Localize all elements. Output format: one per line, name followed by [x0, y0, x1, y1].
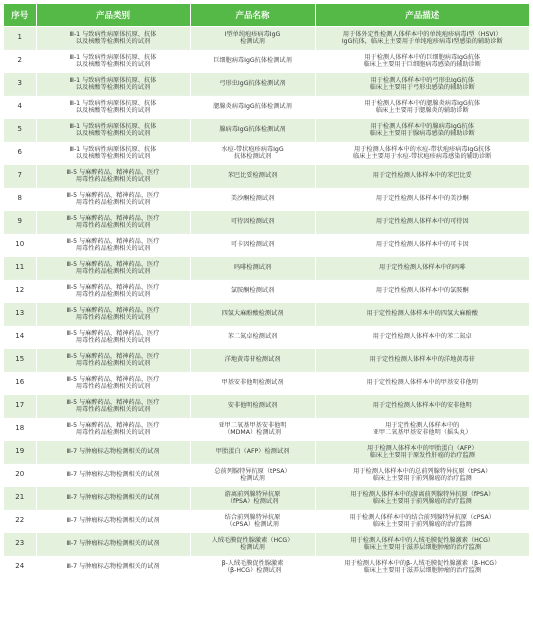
- cell-category: Ⅲ-7 与肿瘤标志物检测相关的试剂: [36, 464, 190, 487]
- cell-no: 18: [4, 418, 36, 441]
- cell-description: 用于检测人体样本中的腮腺炎病毒IgG抗体 临床上主要用于腮腺炎的辅助诊断: [315, 96, 529, 119]
- table-row: [4, 234, 529, 257]
- table-row: [4, 464, 529, 487]
- table-header-row: [4, 4, 529, 27]
- cell-category: Ⅲ-5 与麻醉药品、精神药品、医疗 用毒性药品检测相关的试剂: [36, 165, 190, 188]
- table-row: [4, 556, 529, 579]
- cell-category: Ⅲ-1 与致病性病原体抗原、抗体 以及核酸等检测相关的试剂: [36, 96, 190, 119]
- table-row: [4, 27, 529, 50]
- cell-description: 用于定性检测人体样本中的四氢大麻酚酸: [315, 303, 529, 326]
- table-row: [4, 165, 529, 188]
- cell-category: Ⅲ-7 与肿瘤标志物检测相关的试剂: [36, 487, 190, 510]
- table-row: [4, 418, 529, 441]
- cell-no: 1: [4, 27, 36, 50]
- header-category: 产品类别: [36, 4, 190, 27]
- cell-category: Ⅲ-7 与肿瘤标志物检测相关的试剂: [36, 510, 190, 533]
- cell-no: 9: [4, 211, 36, 234]
- header-description: 产品描述: [315, 4, 529, 27]
- cell-name: 人绒毛膜促性腺激素（HCG） 检测试剂: [190, 533, 315, 556]
- cell-no: 3: [4, 73, 36, 96]
- table-row: [4, 533, 529, 556]
- cell-category: Ⅲ-5 与麻醉药品、精神药品、医疗 用毒性药品检测相关的试剂: [36, 211, 190, 234]
- cell-name: 甲胎蛋白（AFP）检测试剂: [190, 441, 315, 464]
- cell-category: Ⅲ-5 与麻醉药品、精神药品、医疗 用毒性药品检测相关的试剂: [36, 418, 190, 441]
- table-row: [4, 50, 529, 73]
- cell-no: 20: [4, 464, 36, 487]
- table-row: [4, 372, 529, 395]
- table-row: [4, 73, 529, 96]
- cell-category: Ⅲ-5 与麻醉药品、精神药品、医疗 用毒性药品检测相关的试剂: [36, 349, 190, 372]
- cell-description: 用于定性检测人体样本中的可卡因: [315, 234, 529, 257]
- cell-category: Ⅲ-5 与麻醉药品、精神药品、医疗 用毒性药品检测相关的试剂: [36, 303, 190, 326]
- cell-name: 结合前列腺特异抗原 （cPSA）检测试剂: [190, 510, 315, 533]
- cell-description: 用于检测人体样本中的巨细胞病毒IgG抗体 临床上主要用于巨细胞病毒感染的辅助诊断: [315, 50, 529, 73]
- cell-name: 苯二氮卓检测试剂: [190, 326, 315, 349]
- table-row: [4, 257, 529, 280]
- cell-no: 15: [4, 349, 36, 372]
- product-table: [4, 4, 529, 578]
- cell-description: 用于检测人体样本中的β-人绒毛膜促性腺激素（β-HCG） 临床上主要用于滋养层细胞肿瘤的治疗监测: [315, 556, 529, 579]
- cell-no: 6: [4, 142, 36, 165]
- cell-name: 巨细胞病毒IgG抗体检测试剂: [190, 50, 315, 73]
- cell-category: Ⅲ-5 与麻醉药品、精神药品、医疗 用毒性药品检测相关的试剂: [36, 372, 190, 395]
- cell-no: 12: [4, 280, 36, 303]
- cell-no: 21: [4, 487, 36, 510]
- cell-name: 氯胺酮检测试剂: [190, 280, 315, 303]
- cell-no: 23: [4, 533, 36, 556]
- cell-category: Ⅲ-1 与致病性病原体抗原、抗体 以及核酸等检测相关的试剂: [36, 50, 190, 73]
- cell-description: 用于定性检测人体样本中的甲基安非他明: [315, 372, 529, 395]
- cell-name: Ⅰ型单纯疱疹病毒IgG 检测试剂: [190, 27, 315, 50]
- cell-description: 用于检测人体样本中的游离前列腺特异抗原（fPSA） 临床上主要用于前列腺癌的治疗监测: [315, 487, 529, 510]
- cell-description: 用于体外定性检测人体样本中的单纯疱疹病毒Ⅰ型（HSVⅠ） IgG抗体，临床上主要用于单纯疱疹病毒Ⅰ型感染的辅助诊断: [315, 27, 529, 50]
- cell-description: 用于定性检测人体样本中的氯胺酮: [315, 280, 529, 303]
- cell-no: 14: [4, 326, 36, 349]
- cell-no: 22: [4, 510, 36, 533]
- cell-description: 用于定性检测人体样本中的吗啡: [315, 257, 529, 280]
- cell-name: 腺病毒IgG抗体检测试剂: [190, 119, 315, 142]
- cell-description: 用于定性检测人体样本中的苯巴比妥: [315, 165, 529, 188]
- cell-name: 腮腺炎病毒IgG抗体检测试剂: [190, 96, 315, 119]
- cell-name: 甲基安非他明检测试剂: [190, 372, 315, 395]
- cell-description: 用于检测人体样本中的结合前列腺特异抗原（cPSA） 临床上主要用于前列腺癌的治疗监测: [315, 510, 529, 533]
- cell-description: 用于定性检测人体样本中的 亚甲二氧基甲基安非他明（摇头丸）: [315, 418, 529, 441]
- cell-category: Ⅲ-5 与麻醉药品、精神药品、医疗 用毒性药品检测相关的试剂: [36, 234, 190, 257]
- table-row: [4, 211, 529, 234]
- cell-no: 24: [4, 556, 36, 579]
- table-row: [4, 349, 529, 372]
- table-row: [4, 326, 529, 349]
- header-no: 序号: [4, 4, 36, 27]
- cell-no: 16: [4, 372, 36, 395]
- cell-category: Ⅲ-7 与肿瘤标志物检测相关的试剂: [36, 533, 190, 556]
- table-row: [4, 188, 529, 211]
- cell-description: 用于定性检测人体样本中的苯二氮卓: [315, 326, 529, 349]
- cell-name: 游离前列腺特异抗原 （fPSA）检测试剂: [190, 487, 315, 510]
- cell-category: Ⅲ-5 与麻醉药品、精神药品、医疗 用毒性药品检测相关的试剂: [36, 280, 190, 303]
- table-body: [4, 27, 529, 579]
- cell-name: 可卡因检测试剂: [190, 234, 315, 257]
- cell-name: 苯巴比妥检测试剂: [190, 165, 315, 188]
- cell-name: 四氢大麻酚酸检测试剂: [190, 303, 315, 326]
- cell-description: 用于检测人体样本中的腺病毒IgG抗体 临床上主要用于腺病毒感染的辅助诊断: [315, 119, 529, 142]
- cell-no: 5: [4, 119, 36, 142]
- cell-no: 10: [4, 234, 36, 257]
- cell-category: Ⅲ-5 与麻醉药品、精神药品、医疗 用毒性药品检测相关的试剂: [36, 188, 190, 211]
- cell-no: 13: [4, 303, 36, 326]
- cell-category: Ⅲ-1 与致病性病原体抗原、抗体 以及核酸等检测相关的试剂: [36, 73, 190, 96]
- cell-category: Ⅲ-7 与肿瘤标志物检测相关的试剂: [36, 441, 190, 464]
- cell-description: 用于检测人体样本中的人绒毛膜促性腺激素（HCG） 临床上主要用于滋养层细胞肿瘤的治疗监测: [315, 533, 529, 556]
- cell-name: 水痘-带状疱疹病毒IgG 抗体检测试剂: [190, 142, 315, 165]
- cell-description: 用于定性检测人体样本中的安非他明: [315, 395, 529, 418]
- cell-category: Ⅲ-1 与致病性病原体抗原、抗体 以及核酸等检测相关的试剂: [36, 119, 190, 142]
- cell-no: 7: [4, 165, 36, 188]
- cell-category: Ⅲ-7 与肿瘤标志物检测相关的试剂: [36, 556, 190, 579]
- table-row: [4, 510, 529, 533]
- cell-name: 洋地黄毒苷检测试剂: [190, 349, 315, 372]
- table-row: [4, 119, 529, 142]
- table-row: [4, 96, 529, 119]
- table-row: [4, 441, 529, 464]
- cell-category: Ⅲ-5 与麻醉药品、精神药品、医疗 用毒性药品检测相关的试剂: [36, 395, 190, 418]
- cell-name: β-人绒毛膜促性腺激素 （β-HCG）检测试剂: [190, 556, 315, 579]
- cell-name: 总前列腺特异抗原（tPSA） 检测试剂: [190, 464, 315, 487]
- cell-no: 19: [4, 441, 36, 464]
- table-row: [4, 280, 529, 303]
- cell-no: 2: [4, 50, 36, 73]
- cell-name: 美沙酮检测试剂: [190, 188, 315, 211]
- cell-no: 8: [4, 188, 36, 211]
- cell-description: 用于检测人体样本中的水痘-带状疱疹病毒IgG抗体 临床上主要用于水痘-带状疱疹病毒感染的辅助诊断: [315, 142, 529, 165]
- cell-category: Ⅲ-1 与致病性病原体抗原、抗体 以及核酸等检测相关的试剂: [36, 27, 190, 50]
- cell-no: 4: [4, 96, 36, 119]
- cell-name: 安非他明检测试剂: [190, 395, 315, 418]
- cell-category: Ⅲ-5 与麻醉药品、精神药品、医疗 用毒性药品检测相关的试剂: [36, 257, 190, 280]
- cell-category: Ⅲ-5 与麻醉药品、精神药品、医疗 用毒性药品检测相关的试剂: [36, 326, 190, 349]
- table-row: [4, 487, 529, 510]
- cell-name: 亚甲二氧基甲基安非他明 （MDMA）检测试剂: [190, 418, 315, 441]
- header-name: 产品名称: [190, 4, 315, 27]
- cell-name: 吗啡检测试剂: [190, 257, 315, 280]
- table-row: [4, 303, 529, 326]
- table-row: [4, 142, 529, 165]
- cell-description: 用于定性检测人体样本中的洋地黄毒苷: [315, 349, 529, 372]
- cell-description: 用于定性检测人体样本中的美沙酮: [315, 188, 529, 211]
- cell-no: 17: [4, 395, 36, 418]
- table-row: [4, 395, 529, 418]
- cell-description: 用于检测人体样本中的弓形虫IgG抗体 临床上主要用于弓形虫感染的辅助诊断: [315, 73, 529, 96]
- cell-description: 用于定性检测人体样本中的可待因: [315, 211, 529, 234]
- cell-description: 用于检测人体样本中的总前列腺特异抗原（tPSA） 临床上主要用于前列腺癌的治疗监测: [315, 464, 529, 487]
- cell-no: 11: [4, 257, 36, 280]
- cell-name: 可待因检测试剂: [190, 211, 315, 234]
- cell-category: Ⅲ-1 与致病性病原体抗原、抗体 以及核酸等检测相关的试剂: [36, 142, 190, 165]
- cell-name: 弓形虫IgG抗体检测试剂: [190, 73, 315, 96]
- cell-description: 用于检测人体样本中的甲胎蛋白（AFP） 临床上主要用于原发性肝癌的治疗监测: [315, 441, 529, 464]
